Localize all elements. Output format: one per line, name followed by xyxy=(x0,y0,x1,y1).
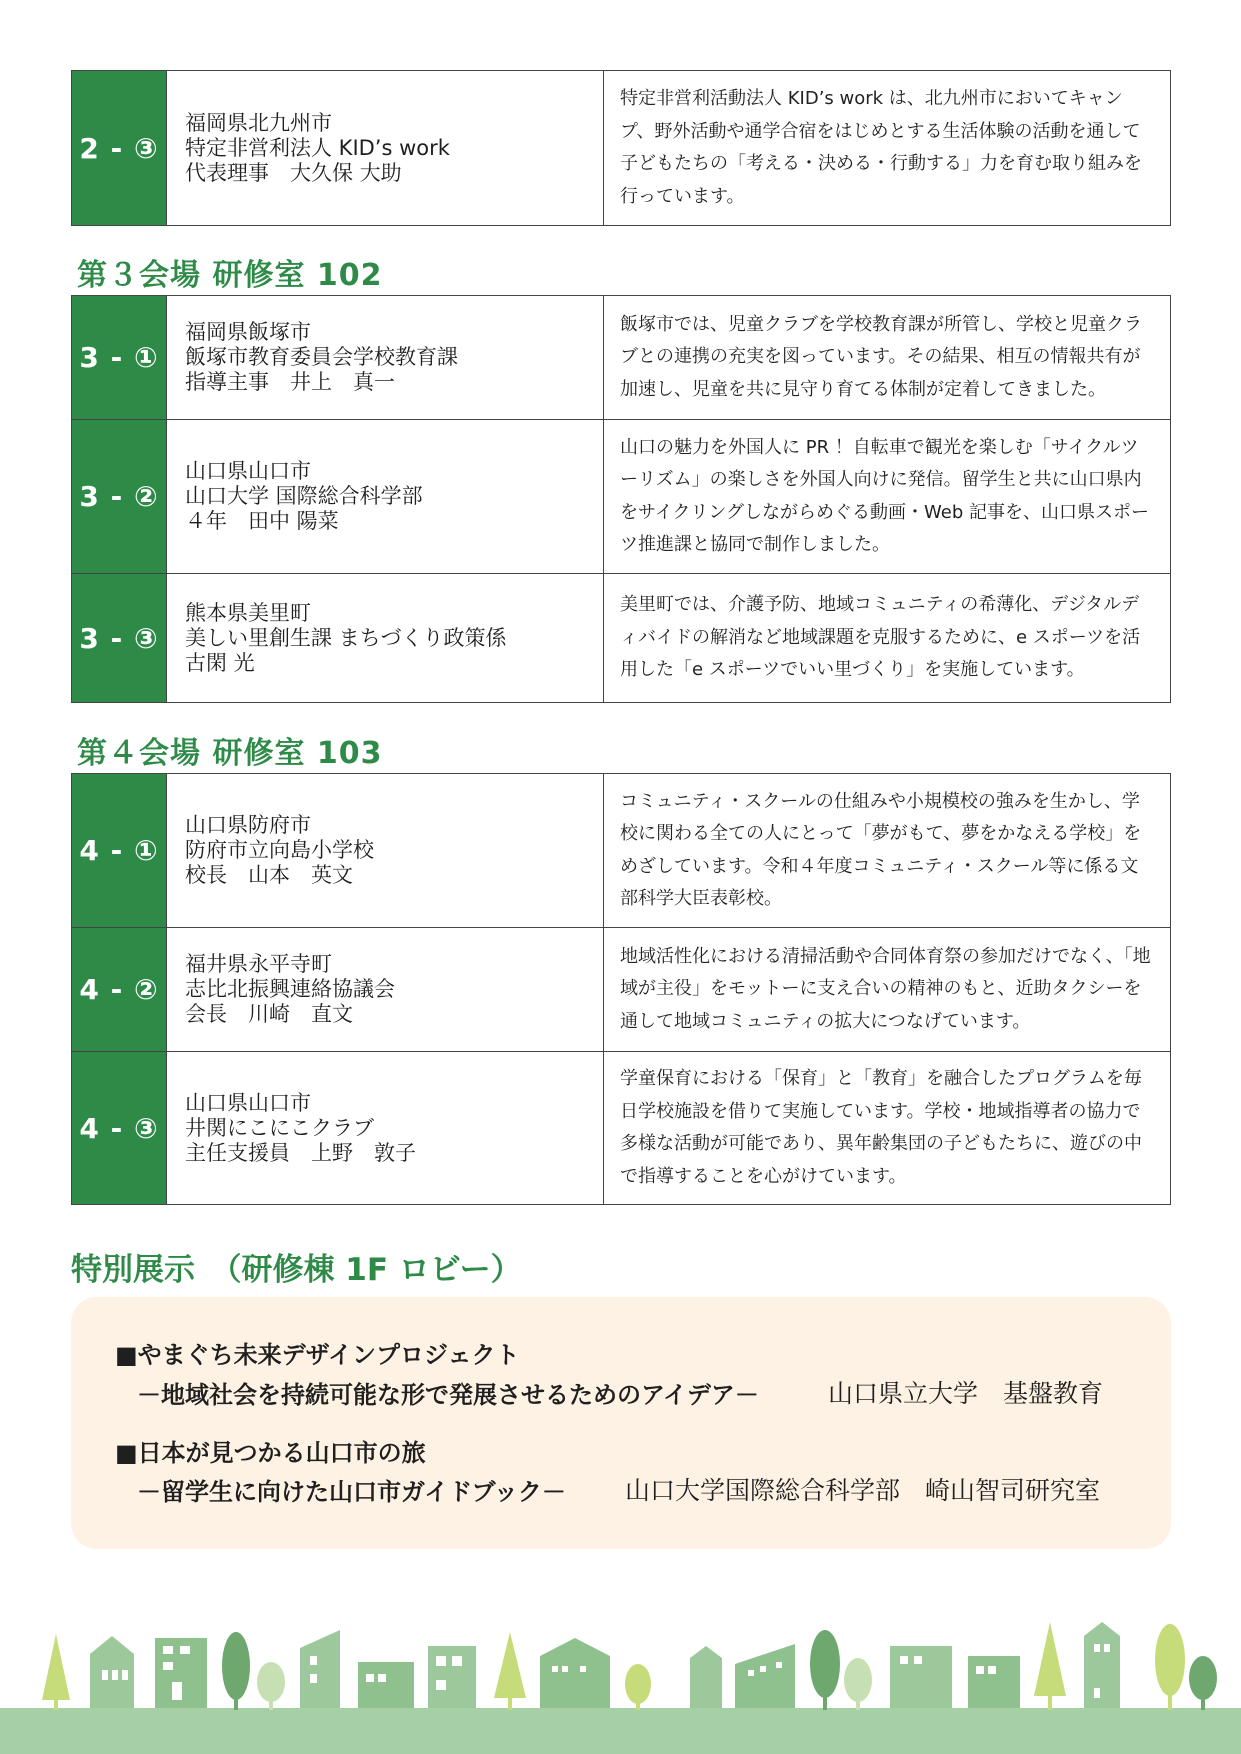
session-description: 学童保育における「保育」と「教育」を融合したプログラムを毎日学校施設を借りて実施しています。学校・地域指導者の協力で多様な活動が可能であり、異年齢集団の子どもたちに、遊びの中で指導することを心がけています。 xyxy=(604,1052,1171,1205)
presenter-name: 主任支援員 上野 敦子 xyxy=(185,1140,416,1165)
presenter-info xyxy=(167,296,604,420)
table-row xyxy=(72,574,1171,703)
venue-3-heading: 第３会場 研修室 102 xyxy=(77,258,383,293)
presenter-name: 会長 川崎 直文 xyxy=(185,1002,353,1026)
tree-icon xyxy=(494,1632,526,1710)
presenter-organization: 美しい里創生課 まちづくり政策係 xyxy=(185,625,507,650)
tree-icon xyxy=(625,1664,651,1710)
special-exhibit-heading: 特別展示 （研修棟 1F ロビー） xyxy=(71,1252,522,1288)
building-icon xyxy=(968,1656,1020,1708)
tree-icon xyxy=(810,1630,840,1710)
exhibit-organization: 山口大学国際総合科学部 崎山智司研究室 xyxy=(625,1476,1101,1505)
table-row xyxy=(72,928,1171,1052)
presenter-name: ４年 田中 陽菜 xyxy=(185,509,339,533)
presenter-info xyxy=(167,1052,604,1205)
session-code: 4 - ② xyxy=(72,928,167,1052)
ground-strip xyxy=(0,1708,1241,1754)
house-icon xyxy=(1084,1622,1120,1708)
presenter-region: 福岡県飯塚市 xyxy=(185,320,311,344)
tree-icon xyxy=(1189,1656,1217,1710)
exhibit-title: ■やまぐち未来デザインプロジェクト xyxy=(115,1341,520,1369)
presenter-organization: 飯塚市教育委員会学校教育課 xyxy=(185,345,458,369)
tree-icon xyxy=(222,1632,250,1710)
presenter-region: 山口県山口市 xyxy=(185,1090,311,1115)
house-icon xyxy=(300,1630,340,1708)
table-row xyxy=(72,71,1171,226)
session-code: 3 - ① xyxy=(72,296,167,420)
venue-4-heading: 第４会場 研修室 103 xyxy=(77,736,383,771)
session-description: 美里町では、介護予防、地域コミュニティの希薄化、デジタルディバイドの解消など地域課題を克服するために、e スポーツを活用した「e スポーツでいい里づくり」を実施しています。 xyxy=(604,574,1171,703)
table-row xyxy=(72,1052,1171,1205)
presenter-info xyxy=(167,774,604,928)
presenter-name: 代表理事 大久保 大助 xyxy=(185,160,402,185)
presenter-info xyxy=(167,71,604,226)
presenter-info xyxy=(167,420,604,574)
presenter-organization: 志比北振興連絡協議会 xyxy=(185,977,395,1001)
presenter-name: 指導主事 井上 真一 xyxy=(185,370,395,394)
presenter-organization: 井関にこにこクラブ xyxy=(185,1115,374,1140)
presenter-organization: 山口大学 国際総合科学部 xyxy=(185,484,423,508)
presenter-region: 福岡県北九州市 xyxy=(185,110,332,135)
house-icon xyxy=(540,1638,610,1708)
session-code: 4 - ① xyxy=(72,774,167,928)
tree-icon xyxy=(1155,1624,1185,1710)
tree-icon xyxy=(257,1662,285,1710)
exhibit-subtitle: －地域社会を持続可能な形で発展させるためのアイデア－ xyxy=(137,1381,759,1409)
session-description: 山口の魅力を外国人に PR ！自転車で観光を楽しむ「サイクルツーリズム」の楽しさを外国人向けに発信。留学生と共に山口県内をサイクリングしながらめぐる動画・Web 記事を、山口県スポーツ推進課と協同で制作しました。 xyxy=(604,420,1171,574)
tree-icon xyxy=(1034,1622,1066,1710)
table-row xyxy=(72,420,1171,574)
special-exhibit-box xyxy=(71,1297,1171,1549)
building-icon xyxy=(358,1662,414,1708)
tree-icon xyxy=(844,1658,872,1710)
presenter-region: 山口県防府市 xyxy=(185,813,311,837)
session-code: 4 - ③ xyxy=(72,1052,167,1205)
exhibit-title: ■日本が見つかる山口市の旅 xyxy=(115,1439,426,1467)
tree-icon xyxy=(42,1634,70,1710)
session-4-table xyxy=(71,773,1171,1205)
session-3-table xyxy=(71,295,1171,703)
session-description: 地域活性化における清掃活動や合同体育祭の参加だけでなく、「地域が主役」をモットーに支え合いの精神のもと、近助タクシーを通して地域コミュニティの拡大につなげています。 xyxy=(604,928,1171,1052)
exhibit-organization: 山口県立大学 基盤教育 xyxy=(828,1379,1104,1408)
table-row xyxy=(72,774,1171,928)
house-icon xyxy=(735,1644,795,1708)
building-icon xyxy=(890,1646,952,1708)
presenter-organization: 防府市立向島小学校 xyxy=(185,838,374,862)
session-description: 特定非営利活動法人 KID’s work は、北九州市においてキャンプ、野外活動や通学合宿をはじめとする生活体験の活動を通して子どもたちの「考える・決める・行動する」力を育む取り組みを行っています。 xyxy=(604,71,1171,226)
townscape-illustration xyxy=(0,1604,1241,1754)
session-code: 3 - ③ xyxy=(72,574,167,703)
presenter-region: 熊本県美里町 xyxy=(185,600,311,625)
exhibit-subtitle: －留学生に向けた山口市ガイドブック－ xyxy=(137,1478,566,1506)
session-code: 2 - ③ xyxy=(72,71,167,226)
session-2-table xyxy=(71,70,1171,226)
presenter-organization: 特定非営利法人 KID’s work xyxy=(185,135,450,160)
presenter-region: 山口県山口市 xyxy=(185,459,311,483)
table-row xyxy=(72,296,1171,420)
presenter-region: 福井県永平寺町 xyxy=(185,952,332,976)
presenter-name: 校長 山本 英文 xyxy=(185,863,353,887)
house-icon xyxy=(690,1646,722,1708)
presenter-info xyxy=(167,928,604,1052)
building-icon xyxy=(428,1646,476,1708)
presenter-name: 古閑 光 xyxy=(185,650,255,675)
session-code: 3 - ② xyxy=(72,420,167,574)
presenter-info xyxy=(167,574,604,703)
session-description: コミュニティ・スクールの仕組みや小規模校の強みを生かし、学校に関わる全ての人にとって「夢がもて、夢をかなえる学校」をめざしています。令和４年度コミュニティ・スクール等に係る文部科学大臣表彰校。 xyxy=(604,774,1171,928)
session-description: 飯塚市では、児童クラブを学校教育課が所管し、学校と児童クラブとの連携の充実を図っています。その結果、相互の情報共有が加速し、児童を共に見守り育てる体制が定着してきました。 xyxy=(604,296,1171,420)
